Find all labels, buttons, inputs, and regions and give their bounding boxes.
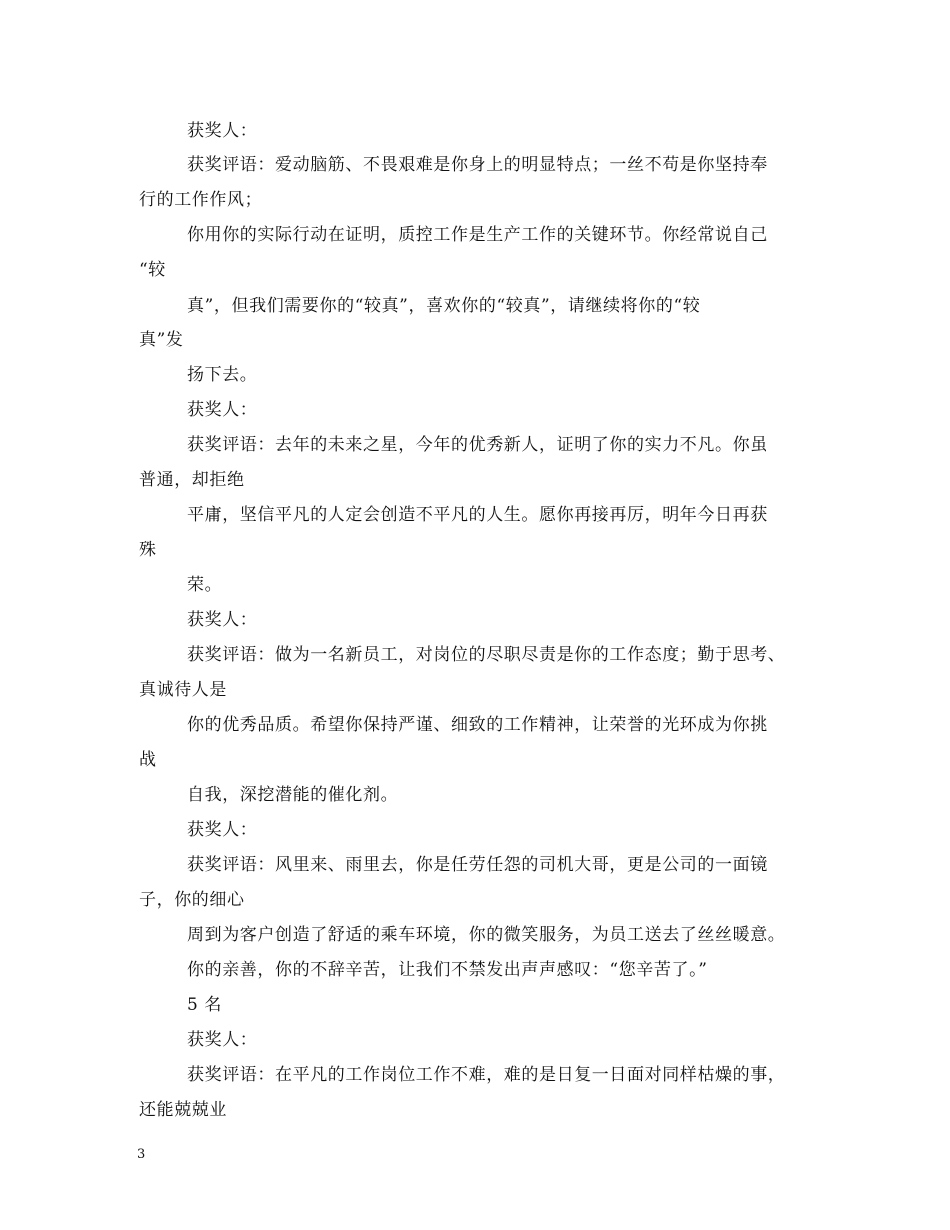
text-line: 获奖评语：做为一名新员工，对岗位的尽职尽责是你的工作态度；勤于思考、 <box>187 645 786 665</box>
text-line: 5 名 <box>187 995 223 1015</box>
text-line: 获奖评语：风里来、雨里去，你是任劳任怨的司机大哥，更是公司的一面镜 <box>187 855 768 875</box>
text-line: 获奖评语：爱动脑筋、不畏艰难是你身上的明显特点；一丝不苟是你坚持奉 <box>187 155 768 175</box>
text-line: 荣。 <box>187 575 223 595</box>
text-line: 你的优秀品质。希望你保持严谨、细致的工作精神，让荣誉的光环成为你挑 <box>187 715 768 735</box>
text-line: 自我，深挖潜能的催化剂。 <box>187 785 399 805</box>
text-line: 获奖评语：去年的未来之星，今年的优秀新人，证明了你的实力不凡。你虽 <box>187 435 768 455</box>
text-line: 子，你的细心 <box>139 890 245 910</box>
text-line: 获奖人： <box>187 820 258 840</box>
text-line: 获奖人： <box>187 121 258 141</box>
page-number: 3 <box>137 1147 146 1162</box>
text-line: 殊 <box>139 540 157 560</box>
text-line: 获奖评语：在平凡的工作岗位工作不难，难的是日复一日面对同样枯燥的事， <box>187 1065 786 1085</box>
text-line: “较 <box>139 260 166 280</box>
text-line: 你的亲善，你的不辞辛苦，让我们不禁发出声声感叹：“您辛苦了。” <box>187 960 708 980</box>
text-line: 战 <box>139 750 157 770</box>
text-line: 你用你的实际行动在证明，质控工作是生产工作的关键环节。你经常说自己 <box>187 225 768 245</box>
text-line: 平庸，坚信平凡的人定会创造不平凡的人生。愿你再接再厉，明年今日再获 <box>187 505 768 525</box>
text-line: 普通，却拒绝 <box>139 470 245 490</box>
text-line: 真”发 <box>139 330 184 350</box>
text-line: 周到为客户创造了舒适的乘车环境，你的微笑服务，为员工送去了丝丝暖意。 <box>187 925 786 945</box>
text-line: 获奖人： <box>187 400 258 420</box>
text-line: 扬下去。 <box>187 365 258 385</box>
text-line: 真”，但我们需要你的“较真”，喜欢你的“较真”，请继续将你的“较 <box>187 296 701 316</box>
text-line: 还能兢兢业 <box>139 1100 227 1120</box>
text-line: 获奖人： <box>187 1030 258 1050</box>
text-line: 行的工作作风； <box>139 190 263 210</box>
text-line: 真诚待人是 <box>139 680 227 700</box>
text-line: 获奖人： <box>187 610 258 630</box>
